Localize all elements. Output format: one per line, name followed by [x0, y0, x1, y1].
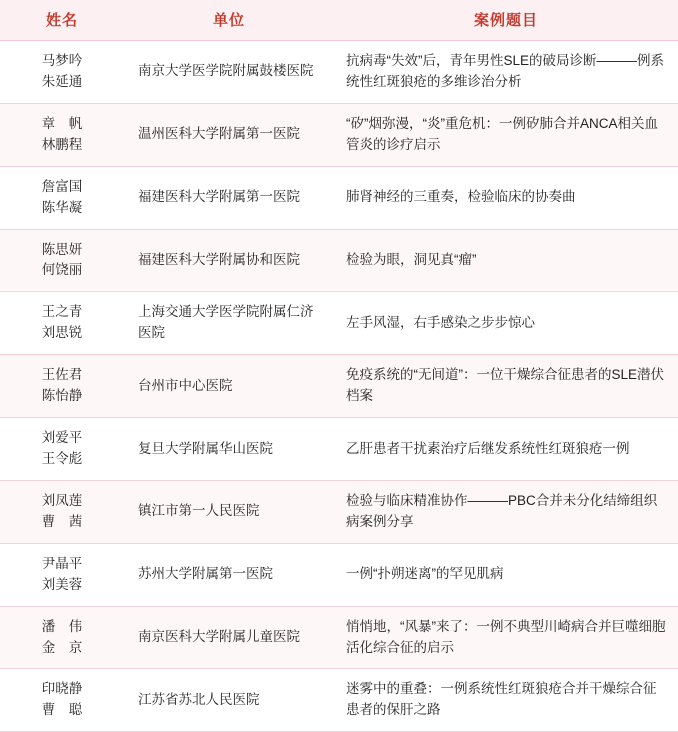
person-name: 刘爱平 — [41, 430, 83, 446]
table-row — [0, 418, 678, 481]
cell-unit: 福建医科大学附属第一医院 — [124, 166, 334, 229]
person-name: 詹富国 — [41, 178, 83, 194]
table-body — [0, 41, 678, 732]
person-name: 林鹏程 — [41, 136, 83, 152]
person-name: 陈华凝 — [41, 199, 83, 215]
table-row — [0, 103, 678, 166]
person-name: 朱延通 — [41, 73, 83, 89]
cell-case-title: 免疫系统的“无间道”：一位干燥综合征患者的SLE潜伏档案 — [334, 355, 678, 418]
cell-name — [0, 355, 124, 418]
cell-name — [0, 669, 124, 732]
person-name: 曹 茜 — [41, 513, 83, 529]
table-row — [0, 606, 678, 669]
cell-case-title: 乙肝患者干扰素治疗后继发系统性红斑狼疮一例 — [334, 418, 678, 481]
person-name: 马梦吟 — [41, 53, 83, 68]
person-name: 王之青 — [41, 304, 83, 320]
table-row — [0, 669, 678, 732]
cell-name — [0, 543, 124, 606]
person-name: 陈思妍 — [41, 241, 83, 257]
cell-case-title: 抗病毒“失效”后，青年男性SLE的破局诊断———例系统性红斑狼疮的多维诊治分析 — [334, 41, 678, 104]
cell-case-title: “矽”烟弥漫，“炎”重危机：一例矽肺合并ANCA相关血管炎的诊疗启示 — [334, 103, 678, 166]
cell-name — [0, 292, 124, 355]
table-row — [0, 543, 678, 606]
table-row — [0, 166, 678, 229]
table-row — [0, 292, 678, 355]
cell-unit: 台州市中心医院 — [124, 355, 334, 418]
cell-unit: 江苏省苏北人民医院 — [124, 669, 334, 732]
column-header-name: 姓名 — [0, 0, 124, 41]
cell-unit: 温州医科大学附属第一医院 — [124, 103, 334, 166]
person-name: 王令彪 — [41, 450, 83, 466]
cell-unit: 福建医科大学附属协和医院 — [124, 229, 334, 292]
cell-case-title: 迷雾中的重叠：一例系统性红斑狼疮合并干燥综合征患者的保肝之路 — [334, 669, 678, 732]
person-name: 尹晶平 — [41, 555, 83, 571]
cell-name — [0, 418, 124, 481]
cell-name — [0, 229, 124, 292]
cell-name — [0, 166, 124, 229]
cell-name — [0, 41, 124, 104]
cell-unit: 上海交通大学医学院附属仁济医院 — [124, 292, 334, 355]
cell-name — [0, 480, 124, 543]
column-header-unit: 单位 — [124, 0, 334, 41]
cell-case-title: 检验与临床精准协作———PBC合并未分化结缔组织病案例分享 — [334, 480, 678, 543]
cell-unit: 苏州大学附属第一医院 — [124, 543, 334, 606]
table-header-row — [0, 0, 678, 41]
person-name: 金 京 — [41, 639, 83, 655]
cell-case-title: 检验为眼，洞见真“瘤” — [334, 229, 678, 292]
cell-unit: 复旦大学附属华山医院 — [124, 418, 334, 481]
person-name: 王佐君 — [41, 367, 83, 383]
person-name: 章 帆 — [41, 115, 83, 131]
cell-unit: 南京医科大学附属儿童医院 — [124, 606, 334, 669]
person-name: 何饶丽 — [41, 262, 83, 278]
person-name: 刘凤莲 — [41, 492, 83, 508]
cell-case-title: 悄悄地，“风暴”来了：一例不典型川崎病合并巨噬细胞活化综合征的启示 — [334, 606, 678, 669]
cell-name — [0, 606, 124, 669]
person-name: 陈怡静 — [41, 388, 83, 404]
person-name: 曹 聪 — [41, 702, 83, 718]
cell-name — [0, 103, 124, 166]
cell-case-title: 一例“扑朔迷离”的罕见肌病 — [334, 543, 678, 606]
table-header — [0, 0, 678, 41]
table-row — [0, 480, 678, 543]
cell-unit: 镇江市第一人民医院 — [124, 480, 334, 543]
person-name: 潘 伟 — [41, 618, 83, 634]
table-row — [0, 229, 678, 292]
cell-unit: 南京大学医学院附属鼓楼医院 — [124, 41, 334, 104]
table-row — [0, 355, 678, 418]
person-name: 印晓静 — [41, 681, 83, 697]
person-name: 刘美蓉 — [41, 576, 83, 592]
person-name: 刘思锐 — [41, 325, 83, 341]
cell-case-title: 肺肾神经的三重奏，检验临床的协奏曲 — [334, 166, 678, 229]
cell-case-title: 左手风湿，右手感染之步步惊心 — [334, 292, 678, 355]
column-header-title: 案例题目 — [334, 0, 678, 41]
table-row — [0, 41, 678, 104]
